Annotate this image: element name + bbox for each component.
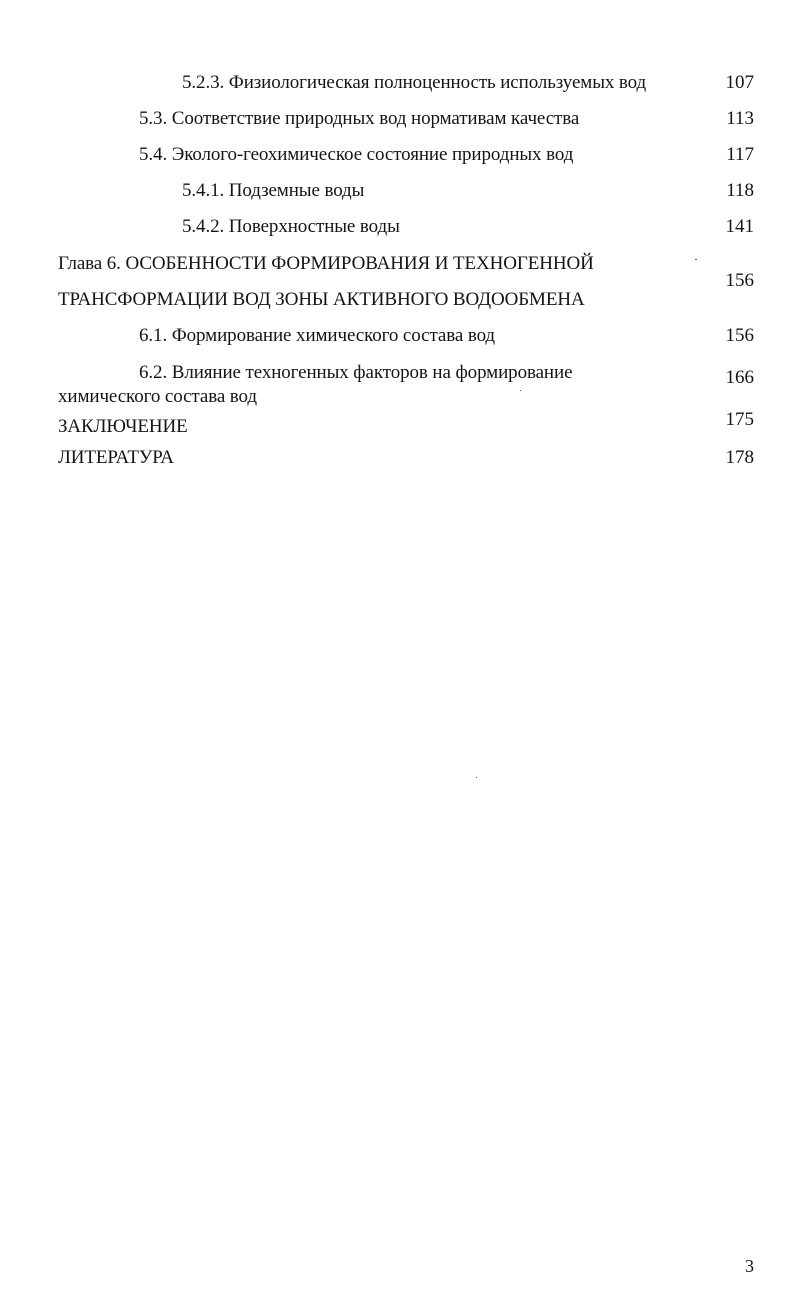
toc-entry-6-2-label-line2: химического состава вод: [58, 386, 257, 407]
toc-entry-6-1-label: 6.1. Формирование химического состава вод: [139, 325, 496, 346]
toc-conclusion-page: 175: [725, 409, 754, 430]
toc-entry-5-2-3-page: 107: [725, 72, 754, 93]
toc-chapter-6-label-line2: ТРАНСФОРМАЦИИ ВОД ЗОНЫ АКТИВНОГО ВОДООБМЕНА: [58, 289, 585, 310]
toc-entry-6-2-page: 166: [725, 367, 754, 388]
toc-entry-6-1-page: 156: [725, 325, 754, 346]
toc-chapter-6-label-line1: Глава 6. ОСОБЕННОСТИ ФОРМИРОВАНИЯ И ТЕХНОГЕННОЙ: [58, 253, 594, 274]
toc-entry-5-2-3-label: 5.2.3. Физиологическая полноценность используемых вод: [182, 72, 647, 93]
toc-entry-5-4-label: 5.4. Эколого-геохимическое состояние природных вод: [139, 144, 574, 165]
toc-entry-5-3-label: 5.3. Соответствие природных вод нормативам качества: [139, 108, 580, 129]
toc-entry-5-4-2-label: 5.4.2. Поверхностные воды: [182, 216, 400, 237]
toc-chapter-6-page: 156: [725, 270, 754, 291]
page-number: 3: [745, 1256, 754, 1276]
scan-speck: [476, 777, 477, 778]
toc-literature-page: 178: [725, 447, 754, 468]
toc-entry-6-2-label-line1: 6.2. Влияние техногенных факторов на формирование: [139, 362, 573, 383]
toc-entry-5-4-1-label: 5.4.1. Подземные воды: [182, 180, 365, 201]
toc-entry-5-3-page: 113: [726, 108, 754, 129]
scan-speck: [520, 390, 521, 391]
toc-entry-5-4-2-page: 141: [725, 216, 754, 237]
toc-entry-5-4-1-page: 118: [726, 180, 754, 201]
scan-speck: [695, 259, 697, 260]
toc-literature-label: ЛИТЕРАТУРА: [58, 447, 174, 468]
toc-conclusion-label: ЗАКЛЮЧЕНИЕ: [58, 416, 188, 437]
toc-entry-5-4-page: 117: [726, 144, 754, 165]
